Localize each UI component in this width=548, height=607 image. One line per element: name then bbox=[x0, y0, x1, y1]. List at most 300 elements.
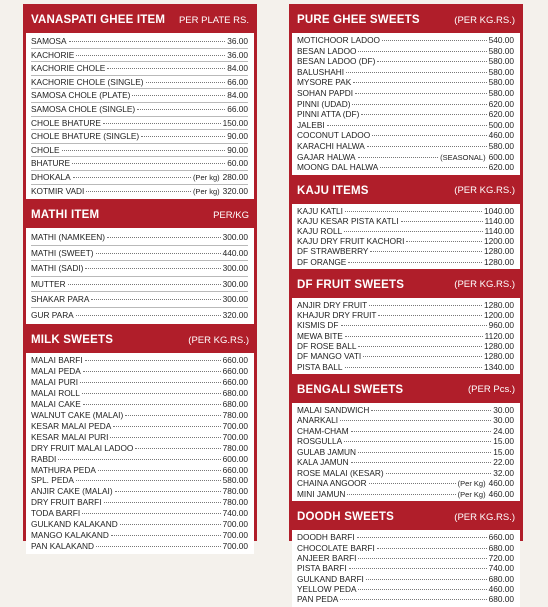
item-price: 780.00 bbox=[222, 409, 248, 420]
item-price: 60.00 bbox=[227, 158, 248, 169]
section-title: MILK SWEETS bbox=[31, 334, 114, 347]
dot-leader bbox=[358, 346, 482, 347]
section-header bbox=[292, 504, 520, 530]
item-name: SOHAN PAPDI bbox=[297, 87, 354, 98]
item-name: KACHORIE CHOLE bbox=[31, 63, 106, 74]
price-row bbox=[31, 230, 248, 246]
dot-leader bbox=[380, 167, 486, 168]
item-name: MALAI ROLL bbox=[31, 387, 80, 398]
item-price: 580.00 bbox=[488, 56, 514, 67]
price-row bbox=[31, 410, 248, 421]
section-header bbox=[26, 202, 254, 228]
item-price: 460.00 bbox=[488, 478, 514, 489]
item-price: 30.00 bbox=[493, 404, 514, 415]
item-name: MALAI SANDWICH bbox=[297, 404, 370, 415]
item-price: 1140.00 bbox=[484, 215, 514, 226]
item-name: MATHI (SADI) bbox=[31, 263, 84, 274]
section-unit: PER/KG bbox=[213, 209, 249, 221]
price-row bbox=[31, 76, 248, 90]
item-name: GUR PARA bbox=[31, 309, 74, 320]
price-row bbox=[31, 530, 248, 541]
price-row bbox=[297, 152, 514, 163]
item-price: 780.00 bbox=[222, 497, 248, 508]
section-header bbox=[292, 272, 520, 298]
price-row bbox=[297, 320, 514, 330]
item-price: 300.00 bbox=[222, 263, 248, 274]
item-price: 84.00 bbox=[227, 90, 248, 101]
price-row bbox=[31, 486, 248, 497]
item-price: 440.00 bbox=[222, 247, 248, 258]
dot-leader bbox=[367, 146, 487, 147]
dot-leader bbox=[85, 360, 221, 361]
section-title: VANASPATI GHEE ITEM bbox=[31, 14, 166, 26]
item-price: 66.00 bbox=[227, 103, 248, 114]
item-price: 1140.00 bbox=[484, 226, 514, 237]
item-price: 680.00 bbox=[222, 398, 248, 409]
dot-leader bbox=[82, 393, 221, 394]
dot-leader bbox=[348, 262, 482, 263]
item-price: 150.00 bbox=[222, 117, 248, 128]
item-price: 90.00 bbox=[227, 144, 248, 155]
item-price: 66.00 bbox=[227, 76, 248, 87]
item-name: GAJAR HALWA bbox=[297, 151, 356, 162]
price-row bbox=[31, 541, 248, 552]
dot-leader bbox=[69, 41, 226, 42]
right-column bbox=[289, 4, 523, 605]
item-price: 580.00 bbox=[222, 475, 248, 486]
item-name: ANJIR DRY FRUIT bbox=[297, 299, 368, 310]
item-name: CHOCOLATE BARFI bbox=[297, 542, 375, 553]
section-milk bbox=[26, 327, 254, 554]
item-name: SAMOSA CHOLE (SINGLE) bbox=[31, 103, 136, 114]
item-price: 460.00 bbox=[488, 583, 514, 594]
dot-leader bbox=[340, 599, 486, 600]
item-quantity-note: (Per kg) bbox=[192, 186, 220, 196]
item-price: 30.00 bbox=[493, 415, 514, 426]
price-row bbox=[31, 103, 248, 117]
price-row bbox=[297, 415, 514, 426]
price-row bbox=[31, 399, 248, 410]
price-list bbox=[292, 530, 520, 606]
item-price: 15.00 bbox=[493, 446, 514, 457]
item-name: ANJIR CAKE (MALAI) bbox=[31, 486, 113, 497]
item-price: 460.00 bbox=[488, 488, 514, 499]
item-name: KAJU KESAR PISTA KATLI bbox=[297, 215, 399, 226]
section-vanaspati bbox=[26, 7, 254, 199]
dot-leader bbox=[120, 524, 221, 525]
item-price: 680.00 bbox=[488, 594, 514, 605]
dot-leader bbox=[340, 420, 491, 421]
dot-leader bbox=[369, 305, 482, 306]
dot-leader bbox=[86, 191, 191, 192]
item-price: 700.00 bbox=[222, 541, 248, 552]
price-row bbox=[31, 144, 248, 158]
dot-leader bbox=[345, 211, 482, 212]
price-list bbox=[292, 204, 520, 269]
price-row bbox=[297, 206, 514, 216]
item-name: SHAKAR PARA bbox=[31, 294, 90, 305]
item-price: 300.00 bbox=[222, 232, 248, 243]
price-list bbox=[26, 33, 254, 199]
price-row bbox=[297, 331, 514, 341]
dot-leader bbox=[347, 494, 455, 495]
price-row bbox=[31, 377, 248, 388]
item-price: 620.00 bbox=[488, 98, 514, 109]
price-list bbox=[292, 298, 520, 374]
price-row bbox=[31, 497, 248, 508]
price-list bbox=[26, 228, 254, 324]
price-row bbox=[297, 77, 514, 88]
dot-leader bbox=[62, 150, 226, 151]
price-row bbox=[31, 475, 248, 486]
section-title: KAJU ITEMS bbox=[297, 184, 369, 197]
dot-leader bbox=[80, 382, 221, 383]
section-title: BENGALI SWEETS bbox=[297, 383, 404, 396]
item-name: PINNI ATTA (DF) bbox=[297, 109, 360, 120]
price-row bbox=[297, 447, 514, 458]
price-row bbox=[31, 432, 248, 443]
dot-leader bbox=[344, 231, 482, 232]
item-price: 1280.00 bbox=[484, 299, 514, 310]
section-unit: (PER KG.RS.) bbox=[188, 334, 249, 346]
dot-leader bbox=[103, 123, 221, 124]
dot-leader bbox=[358, 452, 491, 453]
price-row bbox=[31, 171, 248, 185]
item-price: 600.00 bbox=[488, 151, 514, 162]
price-row bbox=[297, 120, 514, 131]
dot-leader bbox=[146, 82, 226, 83]
item-name: DF ORANGE bbox=[297, 256, 347, 267]
section-title: PURE GHEE SWEETS bbox=[297, 14, 420, 26]
item-price: 720.00 bbox=[488, 553, 514, 564]
price-row bbox=[297, 67, 514, 78]
dot-leader bbox=[135, 448, 220, 449]
item-name: ROSE MALAI (KESAR) bbox=[297, 467, 384, 478]
item-name: KOTMIR VADI bbox=[31, 185, 85, 196]
price-row bbox=[297, 478, 514, 489]
dot-leader bbox=[351, 462, 492, 463]
item-price: 700.00 bbox=[222, 420, 248, 431]
item-name: DHOKALA bbox=[31, 171, 71, 182]
item-name: MALAI PURI bbox=[31, 377, 79, 387]
price-row bbox=[31, 130, 248, 144]
item-name: KESAR MALAI PEDA bbox=[31, 420, 112, 431]
dot-leader bbox=[104, 502, 221, 503]
dot-leader bbox=[345, 336, 483, 337]
item-price: 84.00 bbox=[227, 63, 248, 74]
item-name: DF MANGO VATI bbox=[297, 351, 362, 362]
price-row bbox=[31, 508, 248, 519]
dot-leader bbox=[107, 237, 221, 238]
dot-leader bbox=[82, 513, 220, 514]
item-name: KAJU ROLL bbox=[297, 226, 343, 237]
item-price: 580.00 bbox=[488, 140, 514, 151]
item-name: CHOLE BHATURE bbox=[31, 117, 101, 128]
price-row bbox=[297, 88, 514, 99]
price-row bbox=[297, 162, 514, 173]
item-name: ANJEER BARFI bbox=[297, 553, 357, 564]
dot-leader bbox=[96, 546, 221, 547]
item-price: 24.00 bbox=[493, 425, 514, 436]
section-unit: (PER Pcs.) bbox=[468, 384, 515, 396]
item-name: KAJU DRY FRUIT KACHORI bbox=[297, 236, 405, 247]
price-list bbox=[292, 33, 520, 175]
price-row bbox=[297, 257, 514, 267]
item-name: DRY FRUIT BARFI bbox=[31, 497, 102, 508]
item-price: 1200.00 bbox=[484, 236, 514, 247]
price-row bbox=[31, 292, 248, 308]
dot-leader bbox=[377, 61, 486, 62]
item-price: 780.00 bbox=[222, 442, 248, 453]
item-price: 1280.00 bbox=[484, 351, 514, 362]
item-name: ANARKALI bbox=[297, 415, 339, 426]
price-row bbox=[297, 489, 514, 500]
price-row bbox=[31, 49, 248, 63]
item-price: 300.00 bbox=[222, 278, 248, 289]
dot-leader bbox=[401, 221, 483, 222]
item-price: 1280.00 bbox=[484, 246, 514, 257]
dot-leader bbox=[98, 470, 221, 471]
item-price: 1040.00 bbox=[484, 205, 514, 216]
dot-leader bbox=[91, 299, 220, 300]
dot-leader bbox=[352, 104, 486, 105]
item-name: DF ROSE BALL bbox=[297, 341, 357, 352]
dot-leader bbox=[372, 135, 486, 136]
price-row bbox=[297, 109, 514, 120]
section-doodh bbox=[292, 504, 520, 606]
dot-leader bbox=[371, 410, 491, 411]
left-column bbox=[23, 4, 257, 552]
dot-leader bbox=[83, 404, 221, 405]
item-price: 90.00 bbox=[227, 131, 248, 142]
item-name: YELLOW PEDA bbox=[297, 583, 357, 594]
dot-leader bbox=[358, 157, 439, 158]
item-price: 660.00 bbox=[222, 377, 248, 387]
dot-leader bbox=[85, 268, 220, 269]
item-name: GULAB JAMUN bbox=[297, 446, 357, 457]
item-name: KARACHI HALWA bbox=[297, 140, 365, 151]
item-name: PINNI (UDAD) bbox=[297, 98, 351, 109]
item-name: MALAI CAKE bbox=[31, 398, 81, 409]
item-price: 740.00 bbox=[488, 563, 514, 574]
price-row bbox=[31, 366, 248, 377]
dot-leader bbox=[382, 40, 487, 41]
section-title: DOODH SWEETS bbox=[297, 511, 394, 524]
section-df-fruit bbox=[292, 272, 520, 374]
item-name: KAJU KATLI bbox=[297, 205, 343, 216]
item-name: CHOLE BHATURE (SINGLE) bbox=[31, 131, 140, 142]
price-row bbox=[297, 300, 514, 310]
dot-leader bbox=[353, 82, 486, 83]
dot-leader bbox=[58, 459, 220, 460]
item-name: CHOLE bbox=[31, 144, 60, 155]
dot-leader bbox=[113, 426, 220, 427]
dot-leader bbox=[141, 136, 225, 137]
dot-leader bbox=[351, 431, 492, 432]
item-price: 280.00 bbox=[222, 171, 248, 182]
item-name: JALEBI bbox=[297, 119, 325, 130]
item-price: 580.00 bbox=[488, 87, 514, 98]
price-row bbox=[297, 310, 514, 320]
section-unit: (PER KG.RS.) bbox=[454, 279, 515, 291]
item-price: 36.00 bbox=[227, 49, 248, 60]
item-name: MANGO KALAKAND bbox=[31, 530, 109, 541]
dot-leader bbox=[349, 568, 487, 569]
item-quantity-note: (SEASONAL) bbox=[440, 152, 486, 162]
dot-leader bbox=[96, 253, 221, 254]
price-row bbox=[31, 443, 248, 454]
section-header bbox=[26, 327, 254, 353]
price-row bbox=[31, 246, 248, 262]
section-header bbox=[292, 7, 520, 33]
dot-leader bbox=[76, 315, 221, 316]
dot-leader bbox=[378, 315, 482, 316]
section-kaju bbox=[292, 178, 520, 269]
item-price: 700.00 bbox=[222, 431, 248, 442]
dot-leader bbox=[358, 51, 486, 52]
item-name: MALAI PEDA bbox=[31, 366, 81, 377]
item-price: 680.00 bbox=[488, 573, 514, 584]
price-row bbox=[297, 405, 514, 416]
item-name: BESAN LADOO (DF) bbox=[297, 56, 376, 67]
item-price: 740.00 bbox=[222, 508, 248, 519]
item-price: 680.00 bbox=[488, 542, 514, 553]
price-row bbox=[297, 99, 514, 110]
dot-leader bbox=[370, 251, 482, 252]
dot-leader bbox=[344, 441, 491, 442]
item-price: 1340.00 bbox=[484, 361, 514, 372]
item-price: 36.00 bbox=[227, 36, 248, 46]
price-row bbox=[31, 388, 248, 399]
price-row bbox=[297, 246, 514, 256]
item-name: MATHURA PEDA bbox=[31, 464, 96, 475]
price-list bbox=[292, 403, 520, 502]
price-row bbox=[31, 308, 248, 323]
item-price: 540.00 bbox=[488, 35, 514, 45]
item-name: PAN KALAKAND bbox=[31, 541, 95, 552]
price-row bbox=[31, 261, 248, 277]
price-list bbox=[26, 353, 254, 554]
item-name: PAN PEDA bbox=[297, 594, 339, 605]
price-row bbox=[297, 226, 514, 236]
item-name: MOONG DAL HALWA bbox=[297, 162, 379, 173]
price-row bbox=[297, 457, 514, 468]
section-unit: (PER KG.RS.) bbox=[454, 511, 515, 523]
item-name: CHAM-CHAM bbox=[297, 425, 349, 436]
dot-leader bbox=[115, 491, 221, 492]
item-price: 300.00 bbox=[222, 294, 248, 305]
price-row bbox=[31, 454, 248, 465]
price-row bbox=[297, 56, 514, 67]
item-price: 700.00 bbox=[222, 530, 248, 541]
section-header bbox=[26, 7, 254, 33]
dot-leader bbox=[358, 589, 486, 590]
item-name: MYSORE PAK bbox=[297, 77, 352, 88]
item-price: 660.00 bbox=[222, 464, 248, 475]
item-price: 780.00 bbox=[222, 486, 248, 497]
item-name: MOTICHOOR LADOO bbox=[297, 35, 380, 45]
item-price: 1120.00 bbox=[484, 330, 514, 341]
item-name: SAMOSA CHOLE (PLATE) bbox=[31, 90, 131, 101]
price-row bbox=[297, 543, 514, 553]
dot-leader bbox=[355, 93, 487, 94]
price-row bbox=[31, 157, 248, 171]
dot-leader bbox=[76, 480, 221, 481]
item-price: 500.00 bbox=[488, 119, 514, 130]
section-unit: PER PLATE RS. bbox=[178, 14, 249, 26]
dot-leader bbox=[377, 548, 487, 549]
price-row bbox=[31, 355, 248, 366]
price-row bbox=[297, 584, 514, 594]
item-name: BHATURE bbox=[31, 158, 71, 169]
item-price: 580.00 bbox=[488, 66, 514, 77]
item-name: SAMOSA bbox=[31, 36, 67, 46]
dot-leader bbox=[107, 68, 225, 69]
price-row bbox=[31, 185, 248, 198]
price-row bbox=[297, 574, 514, 584]
price-row bbox=[31, 89, 248, 103]
dot-leader bbox=[406, 241, 482, 242]
item-price: 680.00 bbox=[222, 387, 248, 398]
item-price: 580.00 bbox=[488, 45, 514, 56]
dot-leader bbox=[357, 537, 487, 538]
item-name: KESAR MALAI PURI bbox=[31, 431, 109, 442]
item-name: BALUSHAHI bbox=[297, 66, 345, 77]
dot-leader bbox=[346, 72, 487, 73]
price-row bbox=[297, 216, 514, 226]
price-row bbox=[31, 465, 248, 476]
item-name: MINI JAMUN bbox=[297, 488, 346, 499]
item-name: DRY FRUIT MALAI LADOO bbox=[31, 442, 134, 453]
price-row bbox=[31, 277, 248, 293]
item-name: KISMIS DF bbox=[297, 320, 339, 331]
price-row bbox=[297, 351, 514, 361]
item-name: WALNUT CAKE (MALAI) bbox=[31, 409, 124, 420]
price-row bbox=[297, 426, 514, 437]
dot-leader bbox=[68, 284, 221, 285]
item-price: 960.00 bbox=[488, 320, 514, 331]
section-pure-ghee bbox=[292, 7, 520, 175]
item-price: 660.00 bbox=[488, 532, 514, 543]
section-title: DF FRUIT SWEETS bbox=[297, 278, 405, 291]
item-price: 22.00 bbox=[493, 457, 514, 468]
item-price: 600.00 bbox=[222, 453, 248, 464]
dot-leader bbox=[110, 437, 220, 438]
item-price: 580.00 bbox=[488, 77, 514, 88]
item-name: KACHORIE CHOLE (SINGLE) bbox=[31, 76, 144, 87]
price-row bbox=[297, 436, 514, 447]
section-bengali bbox=[292, 377, 520, 502]
dot-leader bbox=[111, 535, 221, 536]
price-row bbox=[297, 532, 514, 542]
item-name: MATHI (NAMKEEN) bbox=[31, 232, 106, 243]
dot-leader bbox=[72, 163, 225, 164]
item-name: DF STRAWBERRY bbox=[297, 246, 369, 257]
dot-leader bbox=[327, 125, 487, 126]
price-row bbox=[297, 130, 514, 141]
item-price: 660.00 bbox=[222, 366, 248, 377]
item-name: GULKAND BARFI bbox=[297, 573, 364, 584]
item-name: GULKAND KALAKAND bbox=[31, 519, 118, 530]
price-row bbox=[297, 35, 514, 46]
item-name: MUTTER bbox=[31, 278, 66, 289]
item-price: 1280.00 bbox=[484, 341, 514, 352]
price-row bbox=[297, 341, 514, 351]
dot-leader bbox=[76, 55, 225, 56]
item-price: 320.00 bbox=[222, 185, 248, 196]
item-price: 15.00 bbox=[493, 436, 514, 447]
price-row bbox=[297, 46, 514, 57]
